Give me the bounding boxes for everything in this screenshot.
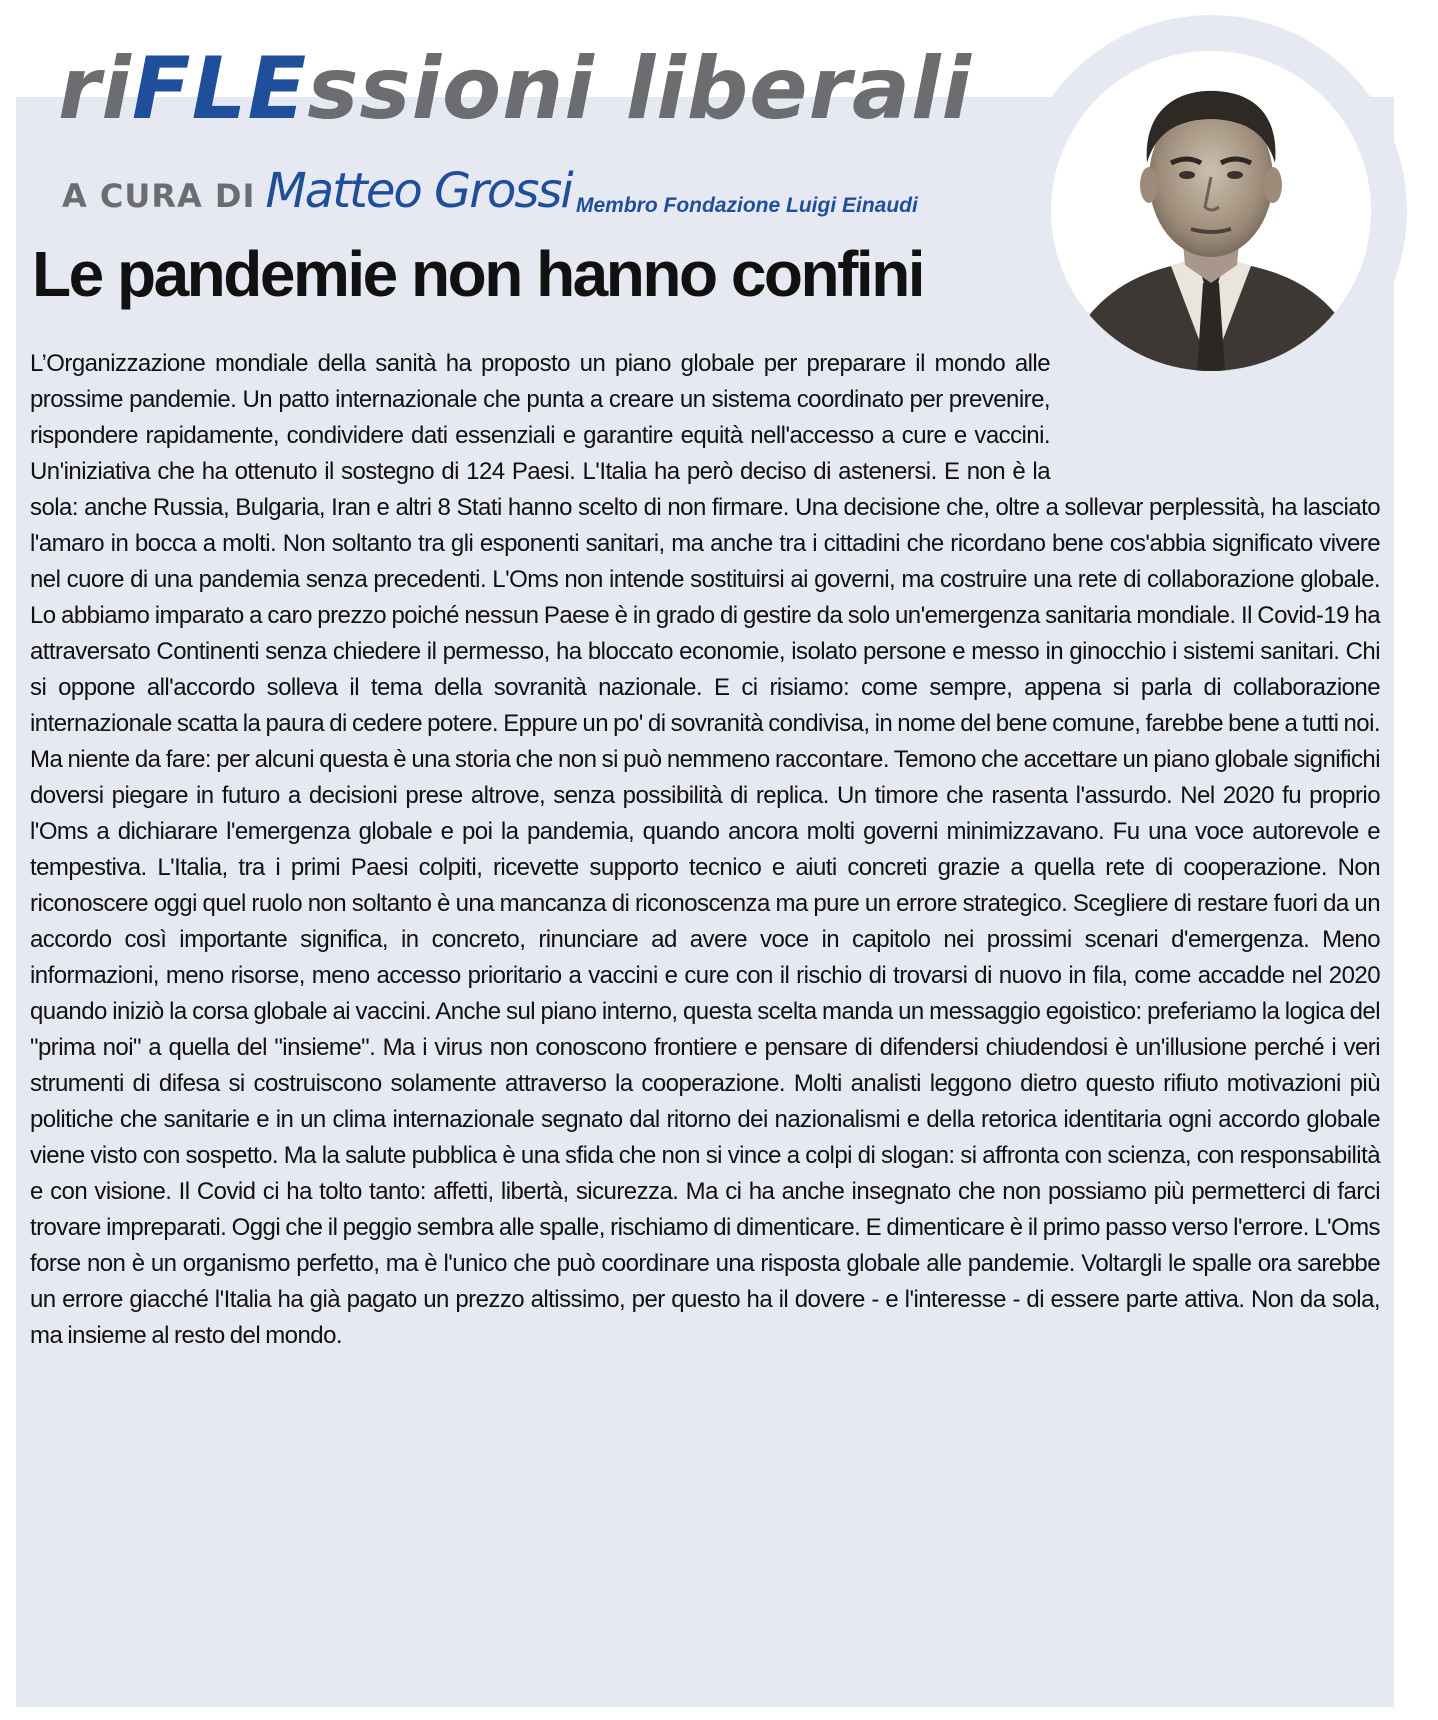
author-affiliation: Membro Fondazione Luigi Einaudi — [576, 194, 918, 217]
author-name: Matteo Grossi — [265, 163, 572, 219]
column-title — [58, 39, 973, 139]
author-portrait — [1051, 51, 1371, 371]
byline-prefix: A CURA DI — [62, 177, 256, 215]
portrait-wrap-spacer — [1050, 346, 1380, 486]
column-title-suffix: ssioni liberali — [307, 39, 973, 139]
article-body-text: L’Organizzazione mondiale della sanità ha proposto un piano globale per preparare il mondo alle prossime pandemie. Un patto internazionale che punta a creare un sistema coordinato per prevenire, rispondere rapidamente, condividere dati essenziali e garantire equità nell'accesso a cure e vaccini. Un'iniziativa che ha ottenuto il sostegno di 124 Paesi. L'Italia ha però deciso di astenersi. E non è la sola: anche Russia, Bulgaria, Iran e altri 8 Stati hanno scelto di non firmare. Una decisione che, oltre a sollevar perplessità, ha lasciato l'amaro in bocca a molti. Non soltanto tra gli esponenti sanitari, ma anche tra i cittadini che ricordano bene cos'abbia significato vivere nel cuore di una pandemia senza precedenti. L'Oms non intende sostituirsi ai governi, ma costruire una rete di collaborazione globale. Lo abbiamo imparato a caro prezzo poiché nessun Paese è in grado di gestire da solo un'emergenza sanitaria mondiale. Il Covid-19 ha attraversato Continenti senza chiedere il permesso, ha bloccato economie, isolato persone e messo in ginocchio i sistemi sanitari. Chi si oppone all'accordo solleva il tema della sovranità nazionale. E ci risiamo: come sempre, appena si parla di collaborazione internazionale scatta la paura di cedere potere. Eppure un po' di sovranità condivisa, in nome del bene comune, farebbe bene a tutti noi. Ma niente da fare: per alcuni questa è una storia che non si può nemmeno raccontare. Temono che accettare un piano globale significhi doversi piegare in futuro a decisioni prese altrove, senza possibilità di replica. Un timore che rasenta l'assurdo. Nel 2020 fu proprio l'Oms a dichiarare l'emergenza globale e poi la pandemia, quando ancora molti governi minimizzavano. Fu una voce autorevole e tempestiva. L'Italia, tra i primi Paesi colpiti, ricevette supporto tecnico e aiuti concreti grazie a quella rete di cooperazione. Non riconoscere oggi quel ruolo non soltanto è una mancanza di riconoscenza ma pure un errore strategico. Scegliere di restare fuori da un accordo così importante significa, in concreto, rinunciare ad avere voce in capitolo nei prossimi scenari d'emergenza. Meno informazioni, meno risorse, meno accesso prioritario a vaccini e cure con il rischio di trovarsi di nuovo in fila, come accadde nel 2020 quando iniziò la corsa globale ai vaccini. Anche sul piano interno, questa scelta manda un messaggio egoistico: preferiamo la logica del "prima noi" a quella del "insieme". Ma i virus non conoscono frontiere e pensare di difendersi chiudendosi è un'illusione perché i veri strumenti di difesa si costruiscono solamente attraverso la cooperazione. Molti analisti leggono dietro questo rifiuto motivazioni più politiche che sanitarie e in un clima internazionale segnato dal ritorno dei nazionalismi e della retorica identitaria ogni accordo globale viene visto con sospetto. Ma la salute pubblica è una sfida che non si vince a colpi di slogan: si affronta con scienza, con responsabilità e con visione. Il Covid ci ha tolto tanto: affetti, libertà, sicurezza. Ma ci ha anche insegnato che non possiamo più permetterci di farci trovare impreparati. Oggi che il peggio sembra alle spalle, rischiamo di dimenticare. E dimenticare è il primo passo verso l'errore. L'Oms forse non è un organismo perfetto, ma è l'unico che può coordinare una risposta globale alle pandemie. Voltargli le spalle ora sarebbe un errore giacché l'Italia ha già pagato un prezzo altissimo, per questo ha il dovere - e l'interesse - di essere parte attiva. Non da sola, ma insieme al resto del mondo. — [30, 350, 1380, 1349]
author-portrait-icon — [1051, 51, 1371, 371]
article-body — [30, 346, 1380, 1354]
byline — [62, 163, 572, 219]
column-title-highlight: FLE — [131, 39, 308, 139]
column-title-prefix: ri — [58, 39, 132, 139]
article-headline: Le pandemie non hanno confini — [32, 238, 924, 310]
